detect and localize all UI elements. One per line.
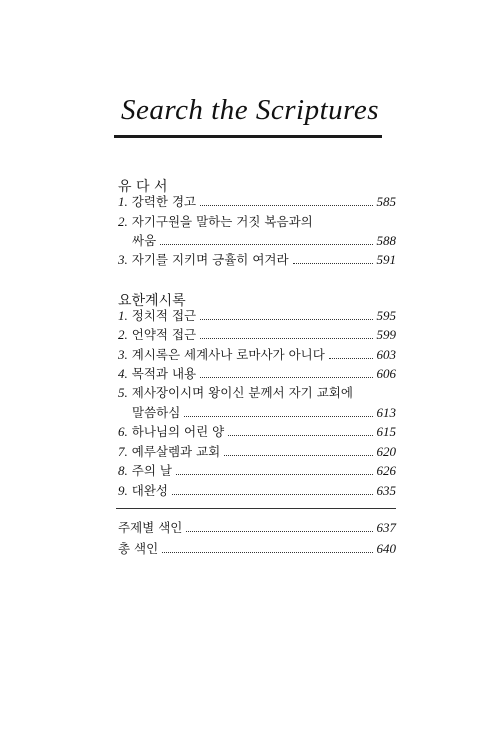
section-title-jude: 유 다 서 (118, 179, 168, 195)
entry-title: 주제별 색인 (118, 520, 183, 535)
entry-title-continuation: 싸움 (132, 233, 157, 248)
section-divider (116, 508, 396, 509)
entry-page: 585 (376, 194, 396, 209)
leader-dots (200, 205, 372, 206)
entry-title: 대완성 (131, 483, 168, 498)
entry-number: 7. (118, 444, 128, 459)
entry-page: 620 (376, 444, 396, 459)
entry-number: 1. (118, 308, 128, 323)
entry-title: 계시록은 세계사나 로마사가 아니다 (131, 347, 325, 362)
entry-number: 4. (118, 366, 128, 381)
entry-title: 예루살렘과 교회 (131, 444, 221, 459)
entry-title: 정치적 접근 (131, 308, 197, 323)
entry-page: 626 (376, 463, 396, 478)
entry-title: 제사장이시며 왕이신 분께서 자기 교회에 (131, 385, 353, 400)
leader-dots (162, 552, 372, 553)
entry-title: 자기구원을 말하는 거짓 복음과의 (131, 214, 313, 229)
leader-dots (228, 435, 372, 436)
entry-title: 자기를 지키며 긍휼히 여겨라 (131, 252, 289, 267)
leader-dots (200, 319, 372, 320)
entry-page: 635 (376, 483, 396, 498)
leader-dots (200, 377, 372, 378)
toc-entry[interactable] (118, 192, 396, 210)
toc-entry[interactable] (118, 442, 396, 460)
toc-entry-continuation[interactable] (118, 403, 396, 421)
toc-entry-index[interactable] (118, 518, 396, 536)
toc-entry-index[interactable] (118, 539, 396, 557)
toc-entry[interactable] (118, 212, 396, 230)
entry-page: 606 (376, 366, 396, 381)
toc-entry[interactable] (118, 481, 396, 499)
toc-entry[interactable] (118, 325, 396, 343)
page-title: Search the Scriptures (120, 94, 380, 126)
entry-number: 3. (118, 347, 128, 362)
section-title-revelation: 요한계시록 (118, 293, 186, 309)
entry-title-continuation: 말씀하심 (132, 405, 181, 420)
leader-dots (172, 494, 373, 495)
entry-title: 하나님의 어린 양 (131, 424, 225, 439)
entry-page: 637 (376, 520, 396, 535)
leader-dots (160, 244, 372, 245)
entry-number: 1. (118, 194, 128, 209)
entry-number: 6. (118, 424, 128, 439)
leader-dots (184, 416, 372, 417)
entry-title: 주의 날 (131, 463, 172, 478)
entry-page: 615 (376, 424, 396, 439)
entry-page: 599 (376, 327, 396, 342)
entry-page: 588 (376, 233, 396, 248)
leader-dots (186, 531, 372, 532)
toc-entry[interactable] (118, 364, 396, 382)
toc-entry-continuation[interactable] (118, 231, 396, 249)
toc-entry[interactable] (118, 422, 396, 440)
entry-number: 9. (118, 483, 128, 498)
toc-entry[interactable] (118, 461, 396, 479)
title-rule (114, 135, 382, 138)
entry-number: 2. (118, 327, 128, 342)
entry-title: 강력한 경고 (131, 194, 197, 209)
leader-dots (329, 358, 373, 359)
toc-entry[interactable] (118, 345, 396, 363)
toc-entry[interactable] (118, 306, 396, 324)
entry-page: 640 (376, 541, 396, 556)
entry-number: 5. (118, 385, 128, 400)
entry-number: 2. (118, 214, 128, 229)
entry-page: 591 (376, 252, 396, 267)
toc-entry[interactable] (118, 383, 396, 401)
entry-page: 595 (376, 308, 396, 323)
entry-page: 603 (376, 347, 396, 362)
leader-dots (224, 455, 372, 456)
entry-number: 3. (118, 252, 128, 267)
toc-entry[interactable] (118, 250, 396, 268)
leader-dots (200, 338, 372, 339)
entry-title: 총 색인 (118, 541, 159, 556)
leader-dots (293, 263, 373, 264)
leader-dots (176, 474, 373, 475)
entry-page: 613 (376, 405, 396, 420)
entry-title: 목적과 내용 (131, 366, 197, 381)
entry-title: 언약적 접근 (131, 327, 197, 342)
entry-number: 8. (118, 463, 128, 478)
